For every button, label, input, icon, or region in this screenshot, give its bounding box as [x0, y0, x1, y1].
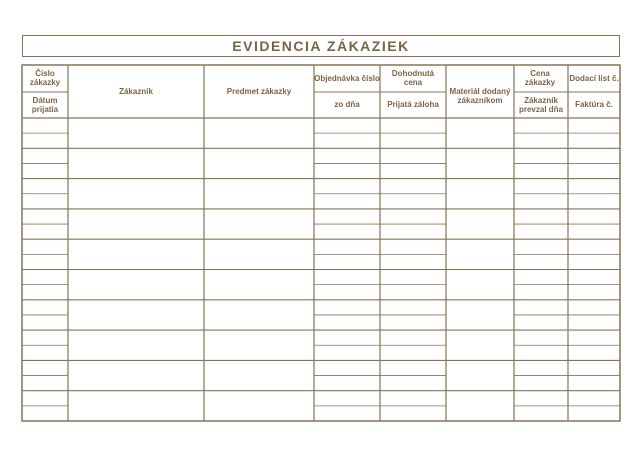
header-objednavka-cislo: Objednávka číslo — [314, 74, 380, 83]
header-zakaznik-prevzal: Zákazník prevzal dňa — [518, 96, 563, 114]
header-zo-dna: zo dňa — [334, 100, 360, 109]
header-prijata-zaloha: Prijatá záloha — [387, 100, 439, 109]
form-title: EVIDENCIA ZÁKAZIEK — [232, 38, 410, 54]
header-zakaznik: Zákazník — [119, 87, 153, 96]
header-material: Materiál dodaný zákazníkom — [449, 87, 511, 105]
header-cislo-zakazky: Číslo zákazky — [29, 69, 61, 87]
header-predmet-zakazky: Predmet zákazky — [226, 87, 292, 96]
header-faktura: Faktúra č. — [575, 100, 613, 109]
header-dohodnuta-cena: Dohodnutá cena — [391, 69, 435, 87]
header-dodaci-list: Dodací list č. — [569, 74, 619, 83]
header-datum-prijatia: Dátum prijatia — [31, 96, 59, 114]
header-cena-zakazky: Cena zákazky — [524, 69, 556, 87]
